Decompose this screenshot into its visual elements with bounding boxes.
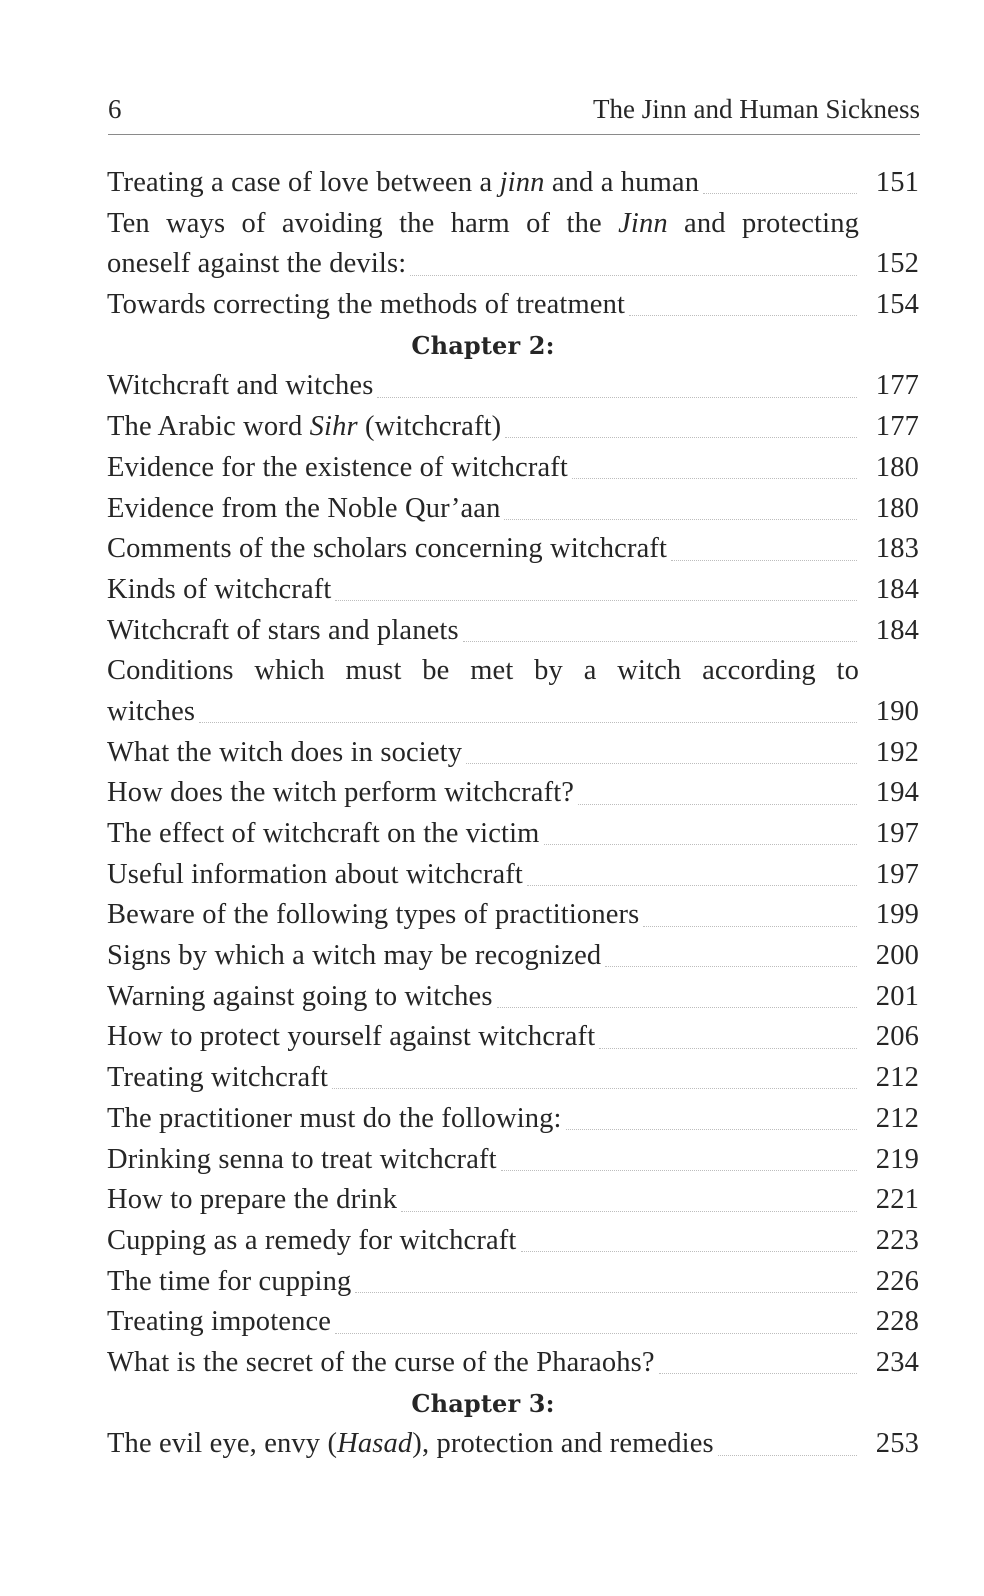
dot-leader xyxy=(527,884,857,886)
toc-entry xyxy=(107,285,919,326)
entry-title xyxy=(107,692,195,733)
entry-page-number: 253 xyxy=(875,1428,919,1460)
entry-page-number: 206 xyxy=(875,1021,919,1053)
entry-page-number: 184 xyxy=(875,614,919,646)
entry-page-number: 200 xyxy=(875,940,919,972)
dot-leader xyxy=(335,599,857,601)
entry-title xyxy=(107,814,540,855)
table-of-contents xyxy=(107,163,919,1465)
entry-title-text: Towards correcting the methods of treatment xyxy=(107,289,626,321)
dot-leader xyxy=(501,1169,857,1171)
entry-page-number: 226 xyxy=(875,1265,919,1297)
dot-leader xyxy=(335,1332,857,1334)
entry-title-text: witches xyxy=(107,695,196,727)
toc-entry xyxy=(107,1424,919,1465)
entry-title-text: The effect of witchcraft on the victim xyxy=(107,818,540,849)
entry-title xyxy=(107,733,462,774)
toc-entry xyxy=(107,692,919,733)
entry-page-number: 223 xyxy=(875,1224,919,1256)
dot-leader xyxy=(199,721,857,723)
toc-entry xyxy=(107,529,919,570)
entry-title-text: The time for cupping xyxy=(107,1265,352,1297)
dot-leader xyxy=(463,640,857,642)
toc-entry xyxy=(107,570,919,611)
entry-title-text: Treating witchcraft xyxy=(107,1062,329,1094)
dot-leader xyxy=(466,762,857,764)
entry-title xyxy=(107,1180,397,1221)
entry-title-text: How to prepare the drink xyxy=(107,1184,398,1216)
entry-page-number: 197 xyxy=(875,858,919,890)
dot-leader xyxy=(521,1250,858,1252)
dot-leader xyxy=(504,518,857,520)
entry-page-number: 219 xyxy=(875,1143,919,1175)
entry-page-number: 197 xyxy=(875,818,919,849)
chapter-heading: Chapter 3: xyxy=(411,1388,555,1418)
entry-title xyxy=(107,1262,351,1303)
entry-title-text: How does the witch perform witchcraft? xyxy=(107,777,575,809)
entry-title xyxy=(107,489,500,530)
dot-leader xyxy=(578,803,857,805)
entry-page-number: 221 xyxy=(875,1184,919,1216)
toc-entry xyxy=(107,611,919,652)
entry-title-italic: Hasad xyxy=(337,1428,413,1460)
entry-page-number: 180 xyxy=(875,492,919,524)
entry-title-text: Drinking senna to treat witchcraft xyxy=(107,1143,497,1175)
entry-page-number: 192 xyxy=(875,736,919,768)
entry-title xyxy=(107,977,493,1018)
toc-entry xyxy=(107,895,919,936)
toc-entry xyxy=(107,366,919,407)
entry-page-number: 234 xyxy=(875,1346,919,1378)
toc-entry xyxy=(107,163,919,204)
entry-page-number: 177 xyxy=(875,411,919,443)
entry-title-text: Comments of the scholars concerning witchcraft xyxy=(107,533,668,565)
entry-title-text: Evidence from the Noble Qur’aan xyxy=(107,492,501,524)
entry-title-text: What the witch does in society xyxy=(107,736,463,768)
dot-leader xyxy=(377,396,857,398)
entry-title xyxy=(107,285,625,326)
toc-entry-line xyxy=(107,204,919,245)
dot-leader xyxy=(497,1006,857,1008)
entry-title-text: What is the secret of the curse of the Pharaohs? xyxy=(107,1346,655,1378)
toc-entry xyxy=(107,733,919,774)
dot-leader xyxy=(718,1454,857,1456)
entry-page-number: 212 xyxy=(875,1102,919,1134)
toc-entry xyxy=(107,814,919,855)
entry-title-text: How to protect yourself against witchcraft xyxy=(107,1021,596,1053)
entry-title xyxy=(107,163,699,204)
entry-title-text: The Arabic word xyxy=(107,411,310,443)
dot-leader xyxy=(572,477,857,479)
toc-entry xyxy=(107,773,919,814)
entry-title xyxy=(107,936,601,977)
entry-title xyxy=(107,244,406,285)
toc-entry-line xyxy=(107,651,919,692)
entry-title-text: Useful information about witchcraft xyxy=(107,858,523,890)
running-header xyxy=(108,94,920,135)
entry-title-text: and protecting xyxy=(667,207,859,239)
entry-page-number: 151 xyxy=(875,167,919,198)
entry-title xyxy=(107,1099,562,1140)
entry-title-text: Kinds of witchcraft xyxy=(107,573,332,605)
entry-page-number: 177 xyxy=(875,370,919,402)
entry-page-number: 228 xyxy=(875,1306,919,1338)
toc-entry xyxy=(107,1058,919,1099)
toc-entry xyxy=(107,489,919,530)
entry-title xyxy=(107,407,501,448)
entry-title xyxy=(107,1017,595,1058)
dot-leader xyxy=(544,843,858,845)
toc-entry xyxy=(107,1343,919,1384)
dot-leader xyxy=(599,1047,857,1049)
entry-title xyxy=(107,1343,655,1384)
dot-leader xyxy=(410,274,857,276)
dot-leader xyxy=(629,314,857,316)
toc-entry xyxy=(107,977,919,1018)
toc-entry xyxy=(107,936,919,977)
toc-entry xyxy=(107,1140,919,1181)
entry-title xyxy=(107,611,459,652)
entry-page-number: 154 xyxy=(875,289,919,321)
entry-title xyxy=(107,529,667,570)
entry-title-text: Treating impotence xyxy=(107,1306,332,1338)
dot-leader xyxy=(401,1210,857,1212)
entry-title xyxy=(107,895,639,936)
entry-title-text: The evil eye, envy ( xyxy=(107,1428,338,1460)
entry-title-text: (witchcraft) xyxy=(357,411,502,443)
entry-page-number: 152 xyxy=(875,248,919,280)
dot-leader xyxy=(355,1291,857,1293)
toc-entry xyxy=(107,244,919,285)
toc-entry xyxy=(107,407,919,448)
book-title: The Jinn and Human Sickness xyxy=(593,94,920,124)
toc-entry xyxy=(107,1262,919,1303)
toc-entry xyxy=(107,1017,919,1058)
dot-leader xyxy=(643,925,857,927)
entry-title xyxy=(107,204,859,245)
toc-entry xyxy=(107,1180,919,1221)
dot-leader xyxy=(605,965,857,967)
entry-title-text: ), protection and remedies xyxy=(412,1428,714,1460)
entry-title xyxy=(107,1221,517,1262)
entry-title-italic: Jinn xyxy=(618,207,668,239)
entry-title xyxy=(107,855,523,896)
chapter-heading: Chapter 2: xyxy=(411,330,555,360)
toc-entry xyxy=(107,855,919,896)
page-number: 6 xyxy=(108,94,122,124)
entry-title-text: Witchcraft and witches xyxy=(107,370,374,402)
entry-title-text: The practitioner must do the following: xyxy=(107,1102,562,1134)
entry-title-text: Evidence for the existence of witchcraft xyxy=(107,451,568,483)
entry-title-text: Treating a case of love between a xyxy=(107,167,500,198)
dot-leader xyxy=(671,559,857,561)
entry-title xyxy=(107,1302,331,1343)
dot-leader xyxy=(332,1087,857,1089)
entry-page-number: 201 xyxy=(875,980,919,1012)
entry-title-text: Beware of the following types of practitioners xyxy=(107,899,640,931)
toc-entry xyxy=(107,1221,919,1262)
toc-entry xyxy=(107,448,919,489)
entry-page-number: 184 xyxy=(875,573,919,605)
entry-page-number: 180 xyxy=(875,451,919,483)
entry-title xyxy=(107,773,574,814)
entry-title xyxy=(107,448,568,489)
entry-title xyxy=(107,366,373,407)
entry-title xyxy=(107,1140,497,1181)
entry-title xyxy=(107,570,331,611)
entry-page-number: 199 xyxy=(875,899,919,931)
dot-leader xyxy=(659,1372,857,1374)
entry-title-italic: jinn xyxy=(499,167,545,198)
entry-title xyxy=(107,1424,714,1465)
entry-title xyxy=(107,1058,328,1099)
dot-leader xyxy=(703,192,857,194)
entry-title xyxy=(107,651,859,692)
entry-title-text: oneself against the devils: xyxy=(107,248,407,280)
entry-page-number: 183 xyxy=(875,533,919,565)
entry-title-text: Cupping as a remedy for witchcraft xyxy=(107,1224,517,1256)
entry-page-number: 190 xyxy=(875,695,919,727)
entry-title-text: Ten ways of avoiding the harm of the xyxy=(107,207,619,239)
entry-title-text: Warning against going to witches xyxy=(107,980,493,1012)
entry-title-italic: Sihr xyxy=(309,411,358,443)
entry-title-text: Witchcraft of stars and planets xyxy=(107,614,459,646)
dot-leader xyxy=(566,1128,857,1130)
entry-page-number: 194 xyxy=(875,777,919,809)
entry-title-text: Signs by which a witch may be recognized xyxy=(107,940,602,972)
toc-entry xyxy=(107,1099,919,1140)
toc-entry xyxy=(107,1302,919,1343)
entry-page-number: 212 xyxy=(875,1062,919,1094)
entry-title-text: and a human xyxy=(544,167,700,198)
dot-leader xyxy=(505,436,857,438)
entry-title-text: Conditions which must be met by a witch according to xyxy=(107,655,859,687)
